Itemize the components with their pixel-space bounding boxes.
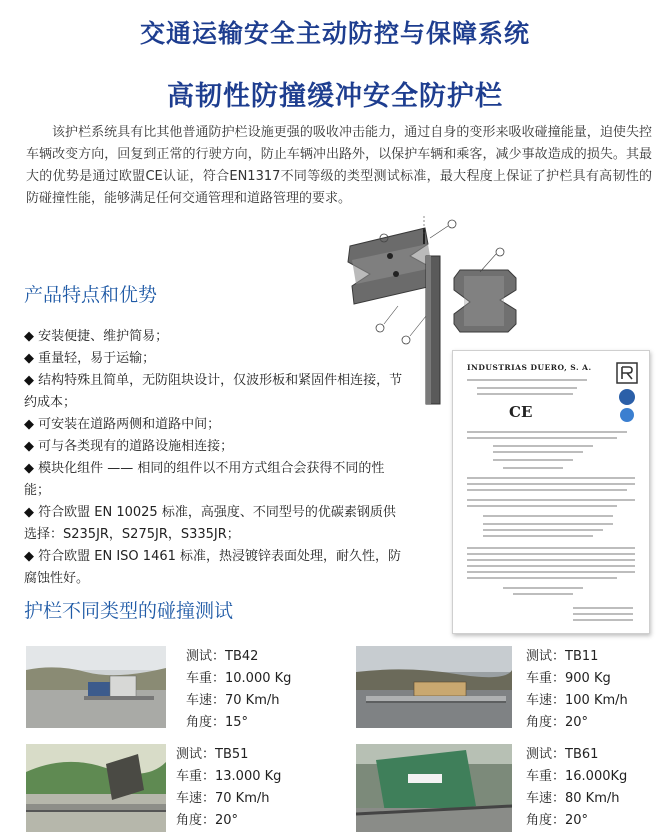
- product-title: 高韧性防撞缓冲安全防护栏: [167, 81, 503, 112]
- certification-badge-icon: [615, 361, 639, 425]
- feature-item: ◆ 符合欧盟 EN 10025 标准，高强度、不同型号的优碳素钢质供选择：S235JR，S275JR，S335JR；: [24, 502, 404, 546]
- ce-mark: CE: [509, 403, 533, 421]
- angle-label: 角度：20°: [176, 813, 239, 828]
- weight-label: 车重：13.000 Kg: [176, 769, 282, 784]
- angle-label: 角度：20°: [526, 715, 589, 730]
- document-title: 交通运输安全主动防控与保障系统: [139, 19, 530, 48]
- crash-tests-heading: 护栏不同类型的碰撞测试: [24, 600, 234, 622]
- crash-test-specs-tb42: [186, 646, 291, 734]
- crash-test-specs-tb61: [526, 744, 627, 832]
- ce-certificate: [452, 350, 650, 634]
- speed-label: 车速：70 Km/h: [186, 693, 280, 708]
- speed-label: 车速：70 Km/h: [176, 791, 270, 806]
- feature-item: ◆ 重量轻，易于运输；: [24, 348, 404, 370]
- angle-label: 角度：20°: [526, 813, 589, 828]
- feature-item: ◆ 可与各类现有的道路设施相连接；: [24, 436, 404, 458]
- weight-label: 车重：16.000Kg: [526, 769, 628, 784]
- feature-item: ◆ 结构特殊且简单，无防阻块设计，仅波形板和紧固件相连接，节约成本；: [24, 370, 404, 414]
- test-label: 测试：TB51: [176, 747, 249, 762]
- crash-test-photo-tb11: [356, 646, 512, 728]
- weight-label: 车重：900 Kg: [526, 671, 611, 686]
- feature-item: ◆ 安装便捷、维护简易；: [24, 326, 404, 348]
- test-label: 测试：TB61: [526, 747, 599, 762]
- feature-list: [24, 326, 404, 590]
- angle-label: 角度：15°: [186, 715, 249, 730]
- feature-item: ◆ 可安装在道路两侧和道路中间；: [24, 414, 404, 436]
- features-heading: 产品特点和优势: [24, 284, 158, 306]
- crash-test-photo-tb42: [26, 646, 166, 728]
- feature-item: ◆ 符合欧盟 EN ISO 1461 标准，热浸镀锌表面处理，耐久性，防腐蚀性好。: [24, 546, 404, 590]
- speed-label: 车速：80 Km/h: [526, 791, 620, 806]
- intro-paragraph: 该护栏系统具有比其他普通防护栏设施更强的吸收冲击能力，通过自身的变形来吸收碰撞能量，迫使失控车辆改变方向，回复到正常的行驶方向，防止车辆冲出路外，以保护车辆和乘客，减少事故造成的损失。其最大的优势是通过欧盟CE认证，符合EN1317不同等级的类型测试标准，最大程度上保证了护栏具有高韧性的防碰撞性能，能够满足任何交通管理和道路管理的要求。: [26, 125, 652, 206]
- speed-label: 车速：100 Km/h: [526, 693, 628, 708]
- test-label: 测试：TB42: [186, 649, 259, 664]
- test-label: 测试：TB11: [526, 649, 599, 664]
- crash-test-specs-tb11: [526, 646, 628, 734]
- crash-test-specs-tb51: [176, 744, 281, 832]
- weight-label: 车重：10.000 Kg: [186, 671, 292, 686]
- crash-test-photo-tb61: [356, 744, 512, 832]
- feature-item: ◆ 模块化组件 —— 相同的组件以不用方式组合会获得不同的性能；: [24, 458, 404, 502]
- crash-test-photo-tb51: [26, 744, 166, 832]
- certificate-company: INDUSTRIAS DUERO, S. A.: [467, 363, 592, 372]
